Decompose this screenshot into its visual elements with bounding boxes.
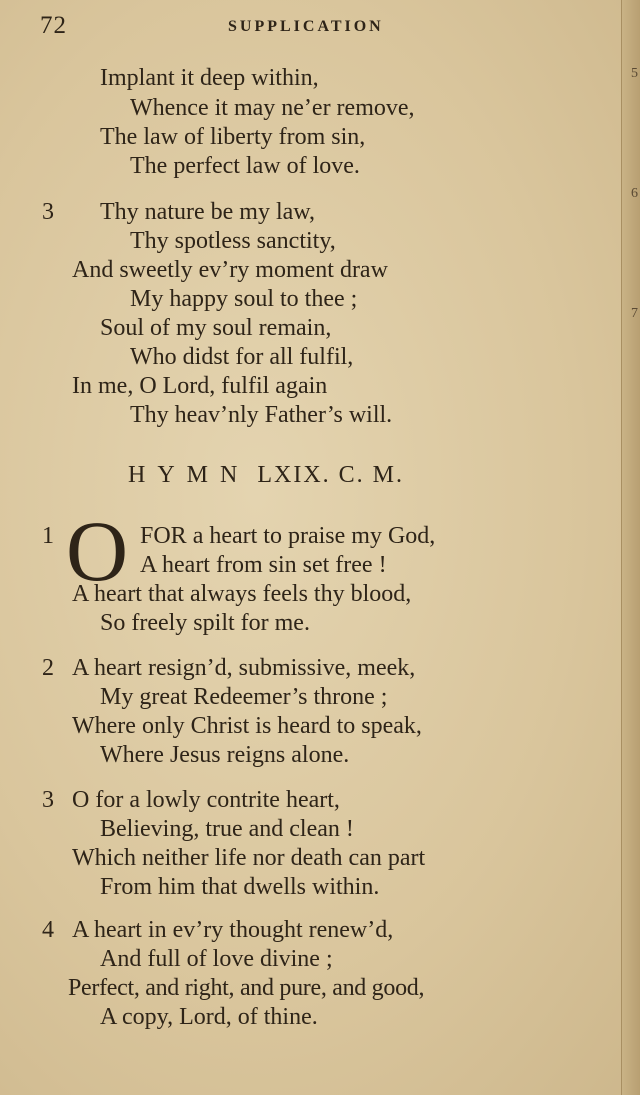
- verse-line: Thy spotless sanctity,: [130, 228, 336, 254]
- verse-line: Thy nature be my law,: [100, 199, 316, 225]
- verse-line: My great Redeemer’s throne ;: [100, 684, 388, 710]
- page-number: 72: [40, 12, 67, 39]
- edge-number: 5: [631, 66, 638, 81]
- verse-line: The perfect law of love.: [130, 153, 360, 179]
- verse-line: A heart in ev’ry thought renew’d,: [72, 917, 394, 943]
- drop-cap: O: [66, 503, 129, 599]
- verse-line: A copy, Lord, of thine.: [100, 1004, 318, 1030]
- verse-line: FOR a heart to praise my God,: [140, 523, 436, 549]
- verse-line: Implant it deep within,: [100, 65, 319, 91]
- stanza-number: 2: [42, 655, 54, 681]
- verse-line: Which neither life nor death can part: [72, 845, 426, 871]
- verse-line: From him that dwells within.: [100, 874, 380, 900]
- hymn-title: [128, 462, 404, 489]
- verse-line: Perfect, and right, and pure, and good,: [68, 975, 425, 1001]
- verse-line: The law of liberty from sin,: [100, 124, 366, 150]
- verse-line: So freely spilt for me.: [100, 610, 310, 636]
- verse-line: O for a lowly contrite heart,: [72, 787, 340, 813]
- verse-line: A heart from sin set free !: [140, 552, 387, 578]
- verse-line: Where only Christ is heard to speak,: [72, 713, 422, 739]
- verse-line: And full of love divine ;: [100, 946, 333, 972]
- stanza-number: 3: [42, 199, 54, 225]
- edge-number: 7: [631, 306, 638, 321]
- edge-number: 6: [631, 186, 638, 201]
- verse-line: A heart that always feels thy blood,: [72, 581, 412, 607]
- verse-line: Whence it may ne’er remove,: [130, 95, 415, 121]
- hymn-title-word: HYMN: [128, 462, 250, 488]
- stanza-number: 1: [42, 523, 54, 549]
- verse-line: Soul of my soul remain,: [100, 315, 332, 341]
- stanza-number: 4: [42, 917, 54, 943]
- verse-line: My happy soul to thee ;: [130, 286, 358, 312]
- verse-line: In me, O Lord, fulfil again: [72, 373, 328, 399]
- running-head: SUPPLICATION: [228, 18, 384, 35]
- verse-line: Who didst for all fulfil,: [130, 344, 354, 370]
- adjacent-page-edge: [621, 0, 640, 1095]
- stanza-number: 3: [42, 787, 54, 813]
- verse-line: And sweetly ev’ry moment draw: [72, 257, 388, 283]
- verse-line: Believing, true and clean !: [100, 816, 354, 842]
- verse-line: Where Jesus reigns alone.: [100, 742, 350, 768]
- hymn-title-number-meter: LXIX. C. M.: [257, 462, 405, 488]
- verse-line: A heart resign’d, submissive, meek,: [72, 655, 416, 681]
- verse-line: Thy heav’nly Father’s will.: [130, 402, 393, 428]
